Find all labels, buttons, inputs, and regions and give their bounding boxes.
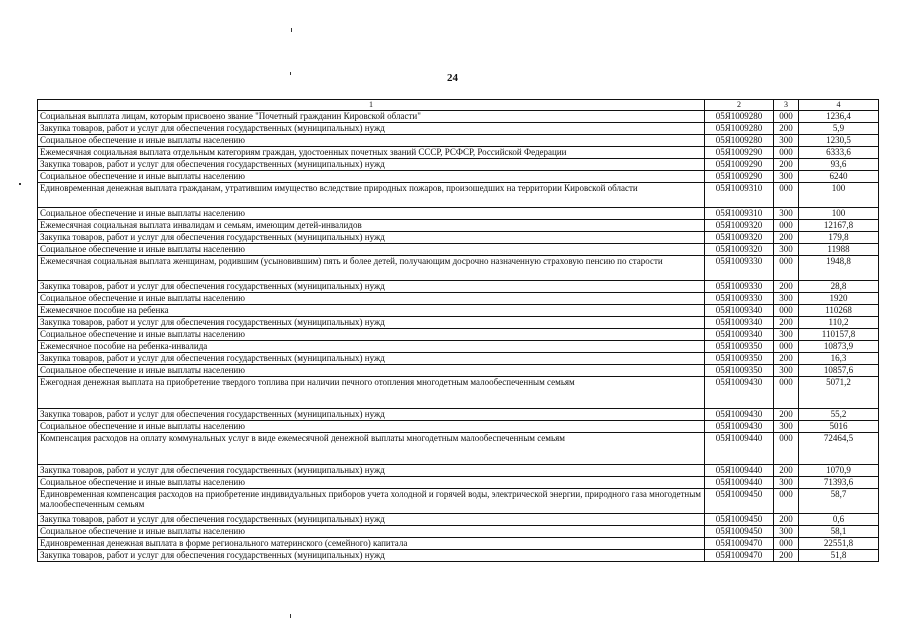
row-code: 05Я1009290 [705, 159, 774, 171]
row-expense-type: 300 [774, 421, 799, 433]
row-name: Социальное обеспечение и иные выплаты населению [38, 526, 705, 538]
row-code: 05Я1009470 [705, 550, 774, 562]
row-name: Закупка товаров, работ и услуг для обеспечения государственных (муниципальных) нужд [38, 281, 705, 293]
row-name: Ежемесячная социальная выплата женщинам, родившим (усыновившим) пять и более детей, получающим досрочно назначенную страховую пенсию по старости [38, 256, 705, 281]
row-amount: 1948,8 [799, 256, 879, 281]
row-expense-type: 200 [774, 232, 799, 244]
row-amount: 22551,8 [799, 538, 879, 550]
row-name: Закупка товаров, работ и услуг для обеспечения государственных (муниципальных) нужд [38, 159, 705, 171]
row-code: 05Я1009330 [705, 281, 774, 293]
row-amount: 110,2 [799, 317, 879, 329]
row-expense-type: 000 [774, 489, 799, 514]
table-row [38, 477, 879, 489]
row-code: 05Я1009470 [705, 538, 774, 550]
row-expense-type: 200 [774, 281, 799, 293]
row-expense-type: 300 [774, 171, 799, 183]
table-row [38, 256, 879, 281]
row-amount: 1236,4 [799, 111, 879, 123]
row-code: 05Я1009430 [705, 409, 774, 421]
row-name: Закупка товаров, работ и услуг для обеспечения государственных (муниципальных) нужд [38, 514, 705, 526]
row-amount: 110268 [799, 305, 879, 317]
row-name: Закупка товаров, работ и услуг для обеспечения государственных (муниципальных) нужд [38, 317, 705, 329]
row-expense-type: 200 [774, 465, 799, 477]
row-amount: 28,8 [799, 281, 879, 293]
row-code: 05Я1009340 [705, 317, 774, 329]
row-amount: 12167,8 [799, 220, 879, 232]
row-name: Закупка товаров, работ и услуг для обеспечения государственных (муниципальных) нужд [38, 353, 705, 365]
row-name: Ежегодная денежная выплата на приобретение твердого топлива при наличии печного отопления многодетным малообеспеченным семьям [38, 377, 705, 409]
row-name: Ежемесячное пособие на ребенка [38, 305, 705, 317]
row-code: 05Я1009440 [705, 465, 774, 477]
row-code: 05Я1009340 [705, 329, 774, 341]
row-amount: 10873,9 [799, 341, 879, 353]
table-row [38, 232, 879, 244]
row-code: 05Я1009430 [705, 421, 774, 433]
table-row [38, 538, 879, 550]
row-code: 05Я1009450 [705, 489, 774, 514]
row-expense-type: 300 [774, 477, 799, 489]
row-name: Единовременная денежная выплата гражданам, утратившим имущество вследствие природных пожаров, произошедших на территории Кировской области [38, 183, 705, 208]
row-code: 05Я1009350 [705, 353, 774, 365]
row-name: Социальное обеспечение и иные выплаты населению [38, 208, 705, 220]
row-code: 05Я1009430 [705, 377, 774, 409]
header-col-3: 3 [774, 100, 799, 111]
row-code: 05Я1009320 [705, 232, 774, 244]
row-expense-type: 300 [774, 135, 799, 147]
table-row [38, 147, 879, 159]
scan-speck [19, 183, 21, 185]
row-expense-type: 300 [774, 329, 799, 341]
row-amount: 110157,8 [799, 329, 879, 341]
row-name: Ежемесячная социальная выплата инвалидам и семьям, имеющим детей-инвалидов [38, 220, 705, 232]
row-expense-type: 300 [774, 365, 799, 377]
table-row [38, 341, 879, 353]
row-code: 05Я1009350 [705, 365, 774, 377]
table-row [38, 220, 879, 232]
row-expense-type: 000 [774, 538, 799, 550]
row-amount: 5071,2 [799, 377, 879, 409]
row-name: Социальное обеспечение и иные выплаты населению [38, 293, 705, 305]
table-row [38, 329, 879, 341]
table-row [38, 489, 879, 514]
table-row [38, 409, 879, 421]
row-expense-type: 300 [774, 244, 799, 256]
header-row [38, 100, 879, 111]
row-amount: 179,8 [799, 232, 879, 244]
row-expense-type: 000 [774, 256, 799, 281]
row-amount: 1920 [799, 293, 879, 305]
row-code: 05Я1009440 [705, 477, 774, 489]
row-code: 05Я1009330 [705, 256, 774, 281]
page-number: 24 [447, 72, 458, 84]
row-name: Закупка товаров, работ и услуг для обеспечения государственных (муниципальных) нужд [38, 409, 705, 421]
row-code: 05Я1009290 [705, 147, 774, 159]
row-name: Закупка товаров, работ и услуг для обеспечения государственных (муниципальных) нужд [38, 232, 705, 244]
row-name: Социальное обеспечение и иные выплаты населению [38, 421, 705, 433]
row-expense-type: 000 [774, 305, 799, 317]
row-amount: 71393,6 [799, 477, 879, 489]
row-name: Социальное обеспечение и иные выплаты населению [38, 171, 705, 183]
row-expense-type: 000 [774, 377, 799, 409]
table-row [38, 465, 879, 477]
row-name: Социальное обеспечение и иные выплаты населению [38, 244, 705, 256]
row-name: Единовременная компенсация расходов на приобретение индивидуальных приборов учета холодной и горячей воды, электрической энергии, природного газа многодетным малообеспеченным семьям [38, 489, 705, 514]
budget-table [37, 99, 879, 562]
row-name: Ежемесячная социальная выплата отдельным категориям граждан, удостоенных почетных званий СССР, РСФСР, Российской Федерации [38, 147, 705, 159]
row-amount: 5016 [799, 421, 879, 433]
row-code: 05Я1009280 [705, 135, 774, 147]
row-code: 05Я1009310 [705, 183, 774, 208]
table-row [38, 305, 879, 317]
row-name: Социальное обеспечение и иные выплаты населению [38, 477, 705, 489]
header-col-2: 2 [705, 100, 774, 111]
row-name: Ежемесячное пособие на ребенка-инвалида [38, 341, 705, 353]
table-row [38, 377, 879, 409]
table-row [38, 514, 879, 526]
row-name: Закупка товаров, работ и услуг для обеспечения государственных (муниципальных) нужд [38, 465, 705, 477]
row-name: Социальная выплата лицам, которым присвоено звание "Почетный гражданин Кировской области" [38, 111, 705, 123]
row-expense-type: 200 [774, 123, 799, 135]
table-row [38, 111, 879, 123]
table-row [38, 208, 879, 220]
scan-speck [290, 614, 291, 618]
row-code: 05Я1009450 [705, 526, 774, 538]
row-expense-type: 000 [774, 111, 799, 123]
row-expense-type: 000 [774, 183, 799, 208]
table-row [38, 281, 879, 293]
row-name: Закупка товаров, работ и услуг для обеспечения государственных (муниципальных) нужд [38, 550, 705, 562]
row-name: Компенсация расходов на оплату коммунальных услуг в виде ежемесячной денежной выплаты многодетным малообеспеченным семьям [38, 433, 705, 465]
row-code: 05Я1009340 [705, 305, 774, 317]
table-row [38, 317, 879, 329]
row-expense-type: 300 [774, 526, 799, 538]
table-row [38, 293, 879, 305]
table-row [38, 159, 879, 171]
row-amount: 72464,5 [799, 433, 879, 465]
row-amount: 51,8 [799, 550, 879, 562]
row-expense-type: 200 [774, 550, 799, 562]
row-code: 05Я1009320 [705, 220, 774, 232]
row-amount: 5,9 [799, 123, 879, 135]
row-expense-type: 200 [774, 317, 799, 329]
table-row [38, 365, 879, 377]
table-row [38, 244, 879, 256]
row-amount: 10857,6 [799, 365, 879, 377]
row-name: Социальное обеспечение и иные выплаты населению [38, 329, 705, 341]
row-amount: 16,3 [799, 353, 879, 365]
row-name: Социальное обеспечение и иные выплаты населению [38, 365, 705, 377]
row-name: Закупка товаров, работ и услуг для обеспечения государственных (муниципальных) нужд [38, 123, 705, 135]
table-row [38, 171, 879, 183]
scan-speck [291, 28, 292, 32]
row-code: 05Я1009440 [705, 433, 774, 465]
row-code: 05Я1009280 [705, 111, 774, 123]
row-amount: 55,2 [799, 409, 879, 421]
table-row [38, 135, 879, 147]
row-expense-type: 000 [774, 341, 799, 353]
row-amount: 58,1 [799, 526, 879, 538]
table-row [38, 421, 879, 433]
row-amount: 58,7 [799, 489, 879, 514]
row-name: Единовременная денежная выплата в форме регионального материнского (семейного) капитала [38, 538, 705, 550]
header-col-4: 4 [799, 100, 879, 111]
row-amount: 100 [799, 183, 879, 208]
table-row [38, 123, 879, 135]
row-amount: 100 [799, 208, 879, 220]
table-row [38, 353, 879, 365]
row-expense-type: 000 [774, 220, 799, 232]
row-expense-type: 300 [774, 208, 799, 220]
row-code: 05Я1009350 [705, 341, 774, 353]
row-expense-type: 200 [774, 514, 799, 526]
table-row [38, 550, 879, 562]
table-row [38, 183, 879, 208]
row-expense-type: 000 [774, 147, 799, 159]
row-code: 05Я1009330 [705, 293, 774, 305]
row-name: Социальное обеспечение и иные выплаты населению [38, 135, 705, 147]
header-col-1: 1 [38, 100, 705, 111]
row-amount: 1070,9 [799, 465, 879, 477]
row-code: 05Я1009320 [705, 244, 774, 256]
row-expense-type: 000 [774, 433, 799, 465]
row-expense-type: 200 [774, 159, 799, 171]
row-amount: 11988 [799, 244, 879, 256]
row-amount: 1230,5 [799, 135, 879, 147]
row-amount: 93,6 [799, 159, 879, 171]
table-row [38, 433, 879, 465]
row-amount: 6240 [799, 171, 879, 183]
row-code: 05Я1009310 [705, 208, 774, 220]
row-expense-type: 300 [774, 293, 799, 305]
table-row [38, 526, 879, 538]
row-amount: 0,6 [799, 514, 879, 526]
row-code: 05Я1009450 [705, 514, 774, 526]
row-code: 05Я1009280 [705, 123, 774, 135]
row-expense-type: 200 [774, 353, 799, 365]
row-amount: 6333,6 [799, 147, 879, 159]
row-code: 05Я1009290 [705, 171, 774, 183]
row-expense-type: 200 [774, 409, 799, 421]
